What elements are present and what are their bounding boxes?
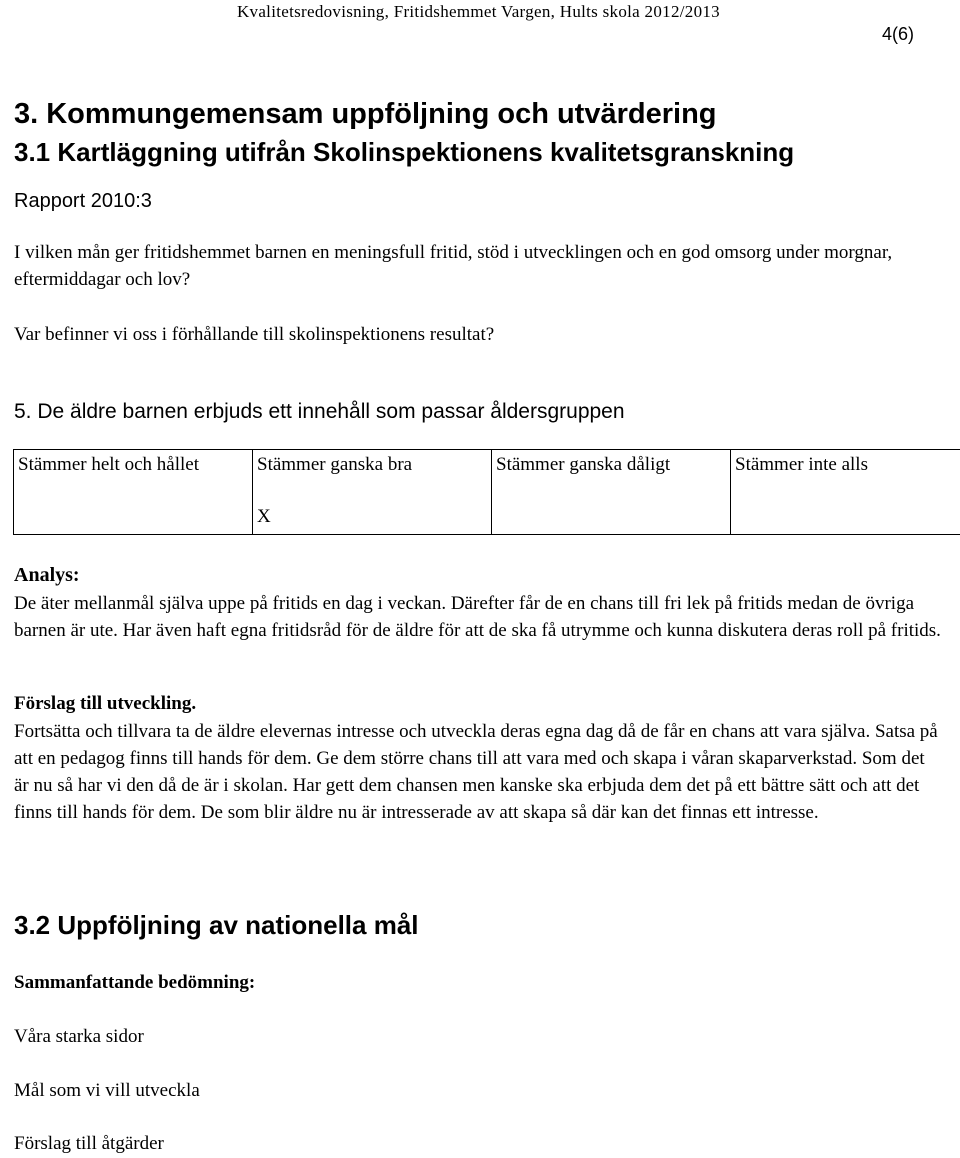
page-number: 4(6) [881,24,914,44]
question-text: I vilken mån ger fritidshemmet barnen en meningsfull fritid, stöd i utvecklingen och en god omsorg under morgnar, eftermiddagar och lov? [14,242,893,290]
rating-labels-row [14,450,960,503]
rating-mark-cell [731,502,960,535]
analysis-text: De äter mellanmål själva uppe på fritids en dag i veckan. Därefter får de en chans till fri lek på fritids medan de övriga barnen är ute. Har även haft egna fritidsråd för de äldre för att de ska få utrymme och kunna diskutera deras roll på fritids. [14,593,941,641]
rating-mark-cell [14,502,253,535]
rating-mark-cell: X [253,502,492,535]
actions-label: Förslag till åtgärder [14,1133,164,1154]
rating-label-cell: Stämmer ganska dåligt [492,450,731,503]
goals-label: Mål som vi vill utveckla [14,1080,200,1101]
rating-label-cell: Stämmer inte alls [731,450,960,503]
analysis-heading: Analys: [14,564,80,586]
proposal-text: Fortsätta och tillvara ta de äldre elevernas intresse och utveckla deras egna dag då de får en chans att vara själva. Satsa på att en pedagog finns till hands för dem. Ge dem större chans till att vara med och skapa i våran skaparverkstad. Som det är nu så har vi den då de är i skolan. Har gett dem chansen men kanske ska erbjuda dem det på ett bättre sätt och att det finns till hands för dem. De som blir äldre nu är intresserade av att skapa så där kan det finnas ett intresse. [14,721,938,823]
proposal-heading: Förslag till utveckling. [14,693,197,714]
rating-label-cell: Stämmer ganska bra [253,450,492,503]
section-title: 3. Kommungemensam uppföljning och utvärdering [14,98,717,130]
followup-title: 3.2 Uppföljning av nationella mål [14,910,419,940]
prompt-text: Var befinner vi oss i förhållande till skolinspektionens resultat? [14,324,495,345]
subsection-title: 3.1 Kartläggning utifrån Skolinspektionens kvalitetsgranskning [14,137,795,167]
rating-table [13,449,960,535]
summary-heading: Sammanfattande bedömning: [14,972,256,993]
running-header: Kvalitetsredovisning, Fritidshemmet Vargen, Hults skola 2012/2013 [236,2,720,21]
rating-mark-cell [492,502,731,535]
rating-marks-row [14,502,960,535]
report-reference: Rapport 2010:3 [14,190,152,212]
strengths-label: Våra starka sidor [14,1026,144,1047]
item-heading: 5. De äldre barnen erbjuds ett innehåll som passar åldersgruppen [14,400,625,423]
rating-label-cell: Stämmer helt och hållet [14,450,253,503]
